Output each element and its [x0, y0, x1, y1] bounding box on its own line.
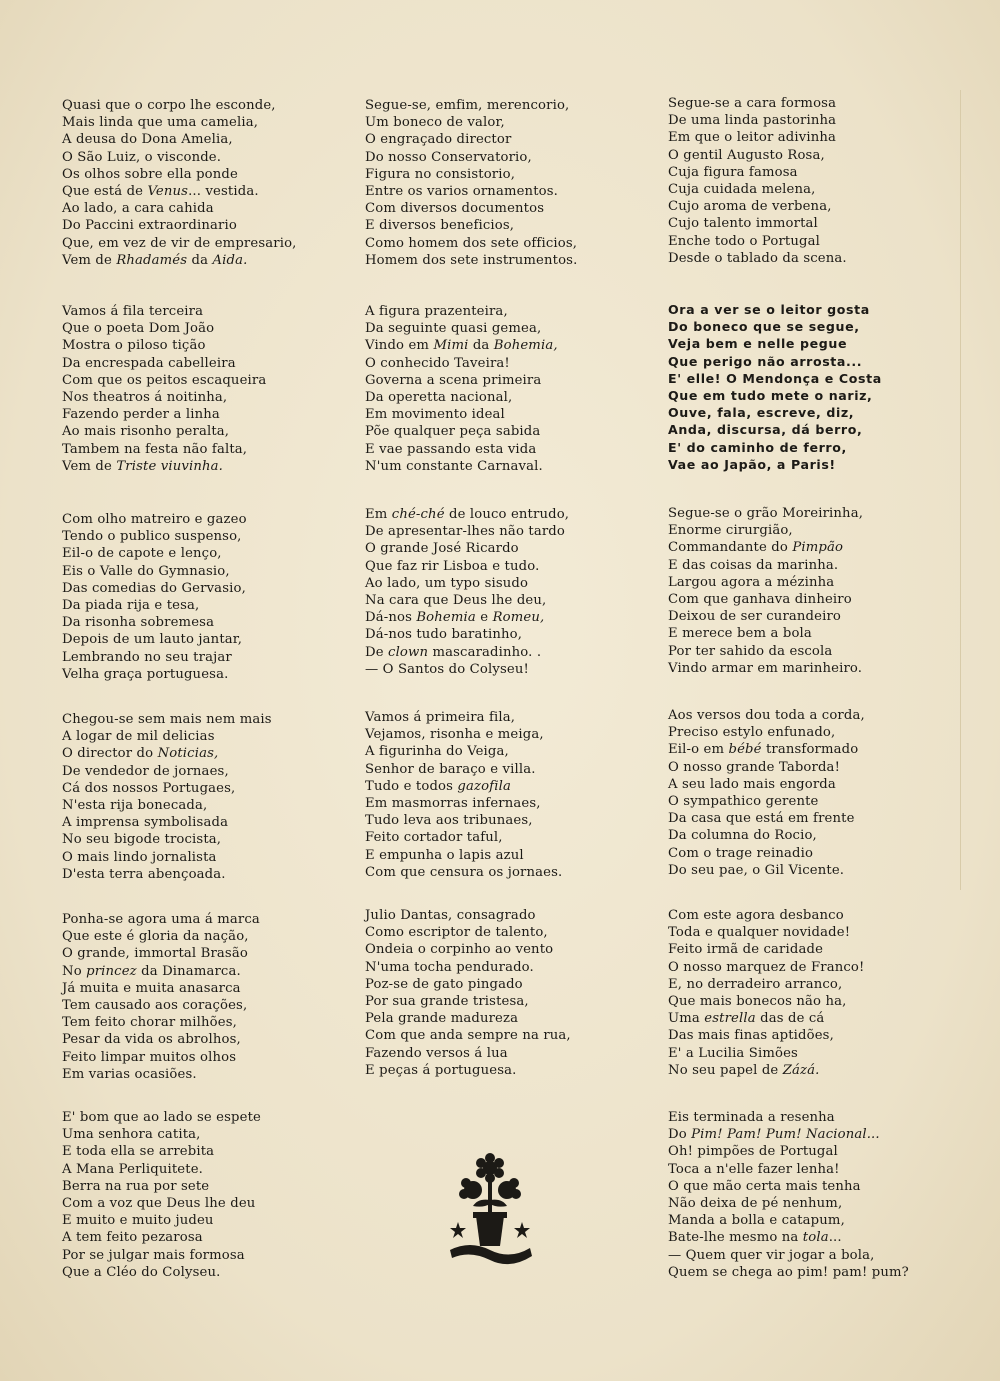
stanza: [62, 711, 272, 883]
verse-line: Dá-nos Bohemia e Romeu,: [365, 610, 545, 626]
verse-line: A tem feito pezarosa: [62, 1230, 203, 1246]
verse-line: Da columna do Rocio,: [668, 828, 817, 844]
flower-pot-ornament-icon: [440, 1150, 540, 1270]
verse-line: Tambem na festa não falta,: [62, 441, 248, 457]
verse-line: Com que ganhava dinheiro: [668, 592, 852, 608]
stanza: [62, 511, 247, 683]
verse-line: Da risonha sobremesa: [62, 615, 215, 631]
verse-line: Tudo e todos gazofila: [365, 778, 511, 794]
verse-line: Que, em vez de vir de empresario,: [62, 235, 297, 251]
verse-line: O grande José Ricardo: [365, 541, 519, 557]
verse-line: Uma estrella das de cá: [668, 1011, 825, 1027]
verse-line: Pesar da vida os abrolhos,: [62, 1032, 241, 1048]
verse-line: Eis terminada a resenha: [668, 1110, 835, 1125]
verse-line: Um boneco de valor,: [365, 115, 505, 131]
verse-line: Uma senhora catita,: [62, 1127, 201, 1143]
verse-line: Governa a scena primeira: [365, 372, 542, 388]
verse-line: E' bom que ao lado se espete: [62, 1110, 261, 1125]
verse-line: A logar de mil delicias: [62, 729, 215, 745]
verse-line: Fazendo perder a linha: [62, 407, 220, 423]
verse-line: Do Pim! Pam! Pum! Nacional...: [668, 1127, 880, 1143]
verse-line: — O Santos do Colyseu!: [365, 661, 529, 677]
verse-line: Em movimento ideal: [365, 407, 505, 423]
verse-line: Enche todo o Portugal: [668, 233, 820, 249]
verse-line: Feito cortador taful,: [365, 830, 503, 846]
stanza: [365, 709, 562, 881]
verse-line: Ondeia o corpinho ao vento: [365, 942, 554, 958]
verse-line: Com olho matreiro e gazeo: [62, 512, 247, 527]
verse-line: Velha graça portuguesa.: [62, 666, 229, 682]
verse-line: Da operetta nacional,: [365, 390, 513, 406]
verse-line: Desde o tablado da scena.: [668, 250, 847, 266]
verse-line: Ora a ver se o leitor gosta: [668, 302, 870, 317]
verse-line: Quasi que o corpo lhe esconde,: [62, 98, 276, 113]
verse-line: Que o poeta Dom João: [62, 321, 215, 337]
verse-line: Como homem dos sete officios,: [365, 235, 578, 251]
verse-line: Feito irmã de caridade: [668, 942, 824, 958]
verse-line: E vae passando esta vida: [365, 441, 537, 457]
verse-line: Berra na rua por sete: [62, 1178, 210, 1194]
verse-line: E' a Lucilia Simões: [668, 1045, 798, 1061]
verse-line: O nosso grande Taborda!: [668, 759, 841, 775]
verse-line: Como escriptor de talento,: [365, 925, 548, 941]
verse-line: Largou agora a mézinha: [668, 574, 835, 590]
verse-line: O engraçado director: [365, 132, 512, 148]
verse-line: Com que os peitos escaqueira: [62, 372, 267, 388]
stanza: [668, 505, 863, 677]
verse-line: Não deixa de pé nenhum,: [668, 1196, 843, 1212]
verse-line: O gentil Augusto Rosa,: [668, 147, 825, 163]
verse-line: Segue-se a cara formosa: [668, 96, 837, 111]
verse-line: Julio Dantas, consagrado: [365, 908, 536, 923]
verse-line: Eis o Valle do Gymnasio,: [62, 563, 230, 579]
verse-line: Vejamos, risonha e meiga,: [365, 727, 544, 743]
verse-line: O que mão certa mais tenha: [668, 1178, 861, 1194]
verse-line: Segue-se o grão Moreirinha,: [668, 506, 864, 521]
verse-line: Quem se chega ao pim! pam! pum?: [668, 1264, 909, 1280]
verse-line: Da seguinte quasi gemea,: [365, 321, 542, 337]
verse-line: A seu lado mais engorda: [668, 776, 836, 792]
verse-line: E diversos beneficios,: [365, 218, 515, 234]
verse-line: D'esta terra abençoada.: [62, 866, 226, 882]
verse-line: E, no derradeiro arranco,: [668, 976, 843, 992]
verse-line: Na cara que Deus lhe deu,: [365, 593, 547, 609]
verse-line: E empunha o lapis azul: [365, 847, 524, 863]
verse-line: Com este agora desbanco: [668, 908, 844, 923]
verse-line: Toca a n'elle fazer lenha!: [668, 1161, 840, 1177]
verse-line: Eil-o em bébé transformado: [668, 742, 859, 758]
verse-line: O conhecido Taveira!: [365, 355, 510, 371]
verse-line: Em que o leitor adivinha: [668, 130, 836, 146]
verse-line: Manda a bolla e catapum,: [668, 1213, 845, 1229]
verse-line: N'uma tocha pendurado.: [365, 959, 534, 975]
verse-line: A figurinha do Veiga,: [365, 744, 509, 760]
stanza: [62, 303, 266, 475]
verse-line: N'esta rija bonecada,: [62, 798, 208, 814]
verse-line: Cuja figura famosa: [668, 164, 798, 180]
verse-line: Pela grande madureza: [365, 1011, 519, 1027]
stanza: [668, 907, 864, 1079]
verse-line: Oh! pimpões de Portugal: [668, 1144, 838, 1160]
verse-line: Que a Cléo do Colyseu.: [62, 1264, 221, 1280]
verse-line: Cuja cuidada melena,: [668, 182, 816, 198]
verse-line: Das mais finas aptidões,: [668, 1028, 834, 1044]
verse-line: Por se julgar mais formosa: [62, 1247, 245, 1263]
verse-line: Vem de Rhadamés da Aida.: [62, 252, 248, 268]
verse-line: Eil-o de capote e lenço,: [62, 546, 222, 562]
verse-line: Em ché-ché de louco entrudo,: [365, 507, 570, 522]
verse-line: Depois de um lauto jantar,: [62, 632, 243, 648]
verse-line: — Quem quer vir jogar a bola,: [668, 1247, 875, 1263]
verse-line: O nosso marquez de Franco!: [668, 959, 865, 975]
verse-line: Figura no consistorio,: [365, 166, 516, 182]
verse-line: A imprensa symbolisada: [62, 815, 229, 831]
verse-line: Vamos á primeira fila,: [365, 710, 516, 725]
verse-line: O sympathico gerente: [668, 794, 819, 810]
verse-line: Que perigo não arrosta...: [668, 353, 863, 369]
verse-line: O São Luiz, o visconde.: [62, 149, 222, 165]
verse-line: Lembrando no seu trajar: [62, 649, 232, 665]
verse-line: A deusa do Dona Amelia,: [62, 132, 233, 148]
verse-line: Vae ao Japão, a Paris!: [668, 456, 836, 472]
verse-line: O director do Noticias,: [62, 746, 219, 762]
stanza: [668, 95, 847, 267]
verse-line: Com diversos documentos: [365, 201, 545, 217]
verse-line: No seu bigode trocista,: [62, 832, 222, 848]
verse-line: Toda e qualquer novidade!: [668, 925, 851, 941]
verse-line: Tem feito chorar milhões,: [62, 1015, 237, 1031]
verse-line: Aos versos dou toda a corda,: [668, 708, 865, 723]
verse-line: Commandante do Pimpão: [668, 540, 844, 556]
verse-line: Por sua grande tristesa,: [365, 994, 529, 1010]
verse-line: Vindo em Mimi da Bohemia,: [365, 338, 558, 354]
verse-line: Com que censura os jornaes.: [365, 864, 563, 880]
verse-line: Com que anda sempre na rua,: [365, 1028, 571, 1044]
verse-line: Chegou-se sem mais nem mais: [62, 712, 272, 727]
verse-line: Com a voz que Deus lhe deu: [62, 1196, 256, 1212]
stanza: [365, 303, 558, 475]
verse-line: Que este é gloria da nação,: [62, 929, 249, 945]
verse-line: Que em tudo mete o nariz,: [668, 388, 873, 404]
verse-line: Homem dos sete instrumentos.: [365, 252, 578, 268]
verse-line: Tudo leva aos tribunaes,: [365, 813, 533, 829]
verse-line: Com o trage reinadio: [668, 845, 814, 861]
verse-line: Veja bem e nelle pegue: [668, 336, 848, 352]
stanza: [668, 301, 882, 473]
verse-line: Vindo armar em marinheiro.: [668, 660, 863, 676]
verse-line: No princez da Dinamarca.: [62, 963, 241, 979]
verse-line: Da encrespada cabelleira: [62, 355, 236, 371]
stanza: [365, 907, 571, 1079]
verse-line: A Mana Perliquitete.: [62, 1161, 204, 1177]
verse-line: Do seu pae, o Gil Vicente.: [668, 862, 845, 878]
verse-line: E muito e muito judeu: [62, 1213, 214, 1229]
stanza: [62, 1109, 261, 1281]
verse-line: Feito limpar muitos olhos: [62, 1049, 237, 1065]
verse-line: Por ter sahido da escola: [668, 643, 833, 659]
verse-line: Em varias ocasiões.: [62, 1066, 197, 1082]
verse-line: Que faz rir Lisboa e tudo.: [365, 558, 540, 574]
verse-line: Deixou de ser curandeiro: [668, 609, 842, 625]
verse-line: Da casa que está em frente: [668, 811, 855, 827]
verse-line: De uma linda pastorinha: [668, 113, 837, 129]
verse-line: Entre os varios ornamentos.: [365, 184, 559, 200]
verse-line: Fazendo versos á lua: [365, 1045, 508, 1061]
verse-line: E' elle! O Mendonça e Costa: [668, 370, 882, 386]
verse-line: Nos theatros á noitinha,: [62, 390, 228, 406]
page-fold-shadow: [960, 90, 961, 890]
verse-line: Cujo talento immortal: [668, 216, 818, 232]
stanza: [668, 1109, 909, 1281]
verse-line: Ao lado, um typo sisudo: [365, 575, 529, 591]
verse-line: A figura prazenteira,: [365, 304, 508, 319]
verse-line: Põe qualquer peça sabida: [365, 424, 541, 440]
verse-line: O grande, immortal Brasão: [62, 946, 248, 962]
verse-line: Ao mais risonho peralta,: [62, 424, 230, 440]
stanza: [62, 97, 297, 269]
verse-line: Do nosso Conservatorio,: [365, 149, 532, 165]
verse-line: Do Paccini extraordinario: [62, 218, 237, 234]
verse-line: Da piada rija e tesa,: [62, 598, 200, 614]
verse-line: Ao lado, a cara cahida: [62, 201, 214, 217]
stanza: [62, 911, 260, 1083]
verse-line: No seu papel de Zázá.: [668, 1062, 820, 1078]
verse-line: Que está de Venus... vestida.: [62, 184, 259, 200]
verse-line: Mostra o piloso tição: [62, 338, 206, 354]
verse-line: De vendedor de jornaes,: [62, 763, 229, 779]
verse-line: Anda, discursa, dá berro,: [668, 422, 863, 438]
verse-line: Em masmorras infernaes,: [365, 796, 541, 812]
verse-line: Vem de Triste viuvinha.: [62, 458, 223, 474]
verse-line: Tendo o publico suspenso,: [62, 529, 242, 545]
verse-line: Segue-se, emfim, merencorio,: [365, 98, 570, 113]
verse-line: Tem causado aos corações,: [62, 998, 248, 1014]
verse-line: E' do caminho de ferro,: [668, 439, 847, 455]
verse-line: Já muita e muita anasarca: [62, 980, 241, 996]
verse-line: O mais lindo jornalista: [62, 849, 217, 865]
verse-line: De apresentar-lhes não tardo: [365, 524, 565, 540]
verse-line: De clown mascaradinho. .: [365, 644, 542, 660]
verse-line: N'um constante Carnaval.: [365, 458, 543, 474]
verse-line: Cujo aroma de verbena,: [668, 199, 832, 215]
stanza: [668, 707, 865, 879]
verse-line: E toda ella se arrebita: [62, 1144, 215, 1160]
verse-line: Os olhos sobre ella ponde: [62, 166, 238, 182]
stanza: [365, 506, 569, 678]
verse-line: Do boneco que se segue,: [668, 319, 860, 335]
verse-line: Ponha-se agora uma á marca: [62, 912, 260, 927]
verse-line: E das coisas da marinha.: [668, 557, 839, 573]
verse-line: Preciso estylo enfunado,: [668, 725, 836, 741]
verse-line: Vamos á fila terceira: [62, 304, 204, 319]
verse-line: Dá-nos tudo baratinho,: [365, 627, 523, 643]
verse-line: Ouve, fala, escreve, diz,: [668, 405, 855, 421]
verse-line: E merece bem a bola: [668, 626, 812, 642]
stanza: [365, 97, 577, 269]
verse-line: Cá dos nossos Portugaes,: [62, 780, 236, 796]
verse-line: E peças á portuguesa.: [365, 1062, 517, 1078]
verse-line: Senhor de baraço e villa.: [365, 761, 536, 777]
verse-line: Bate-lhe mesmo na tola...: [668, 1230, 842, 1246]
verse-line: Das comedias do Gervasio,: [62, 580, 246, 596]
verse-line: Mais linda que uma camelia,: [62, 115, 259, 131]
verse-line: Que mais bonecos não ha,: [668, 994, 847, 1010]
verse-line: Enorme cirurgião,: [668, 523, 793, 539]
verse-line: Poz-se de gato pingado: [365, 976, 523, 992]
